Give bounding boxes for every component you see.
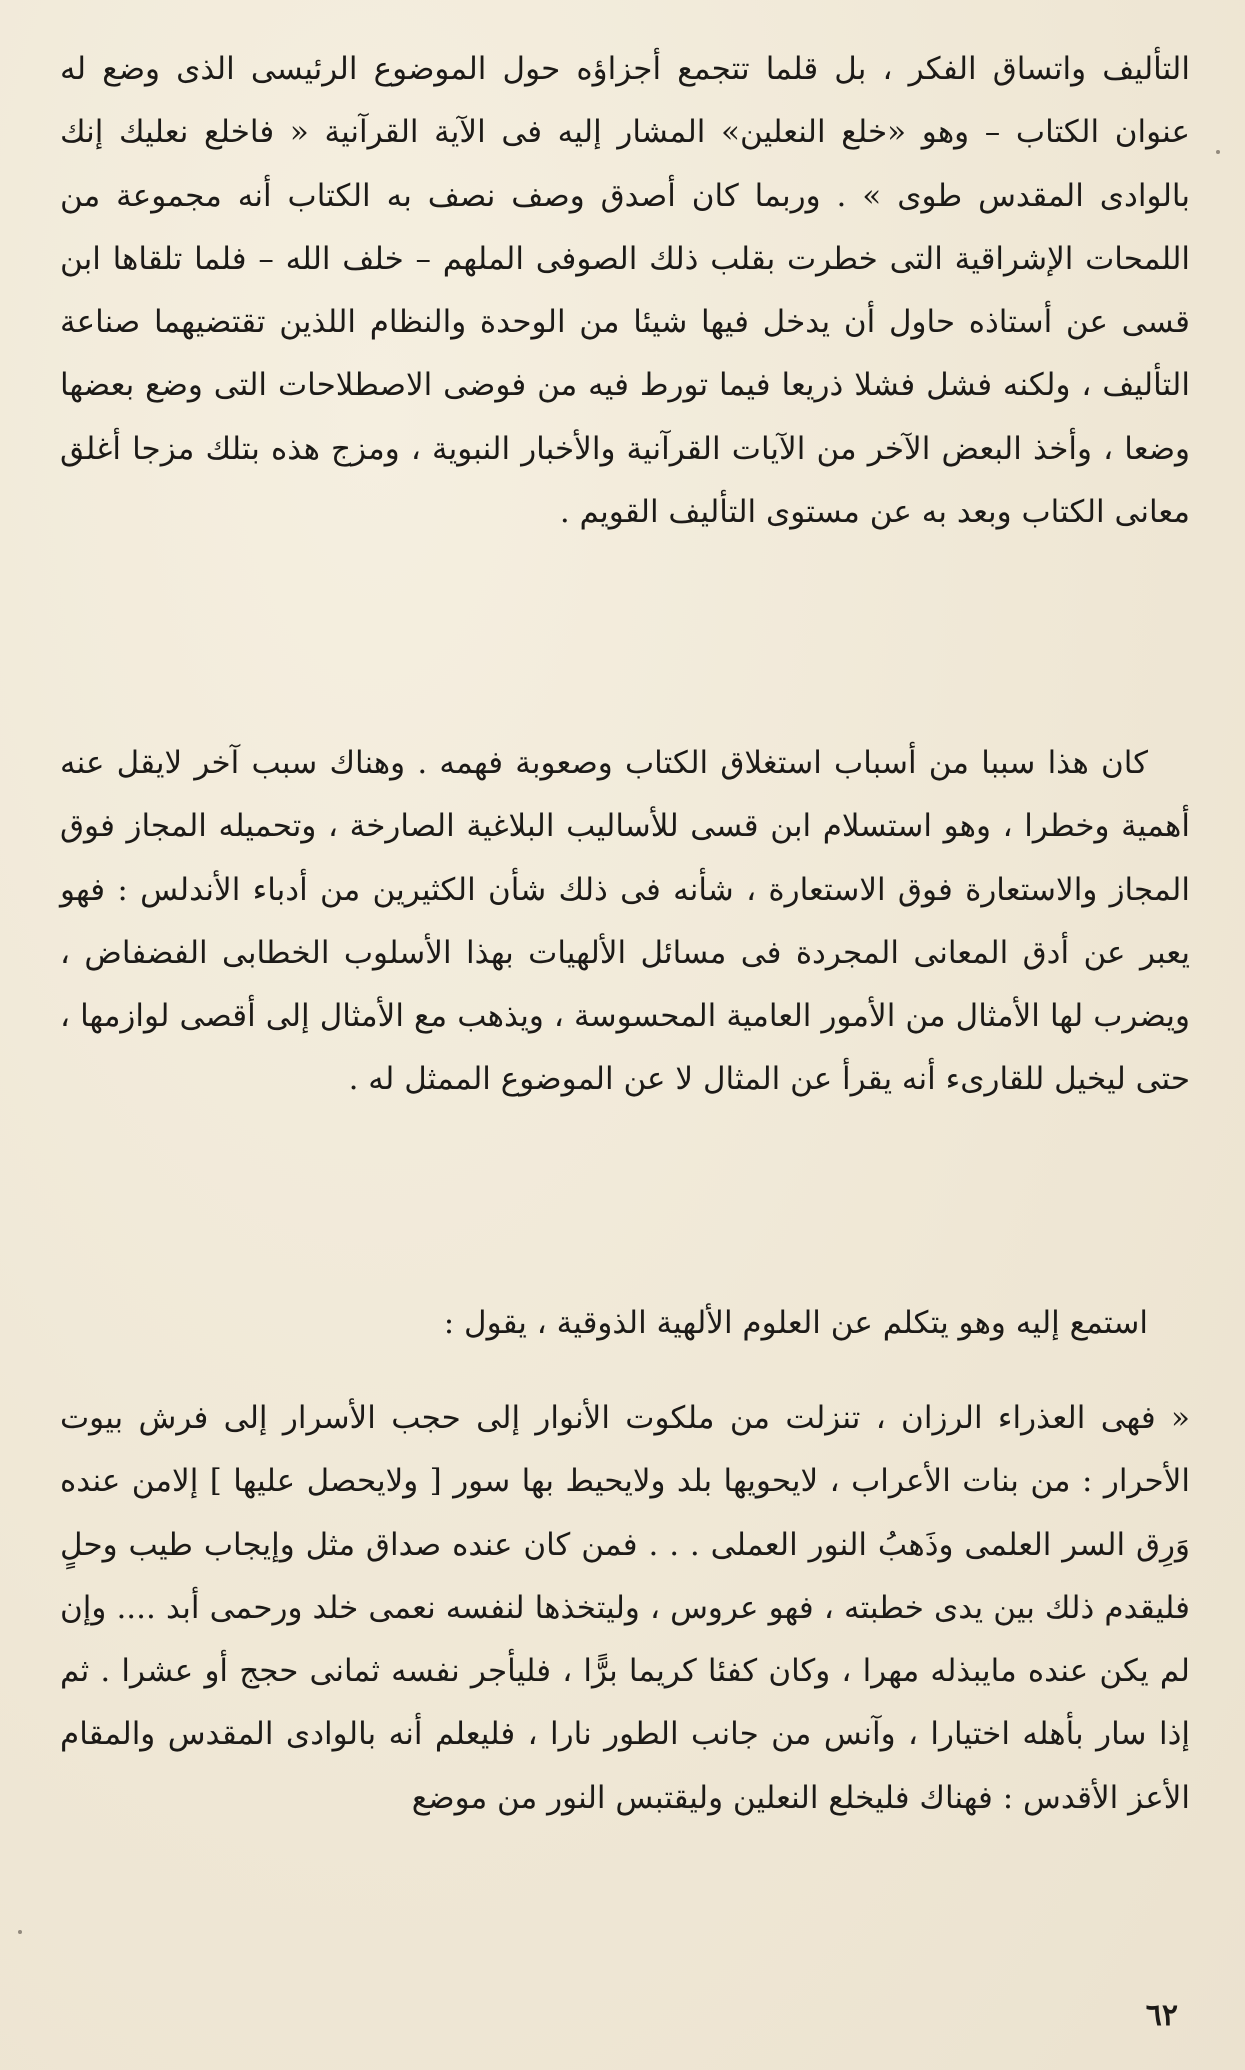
margin-mark (18, 1930, 22, 1934)
paragraph-3: استمع إليه وهو يتكلم عن العلوم الألهية الذوقية ، يقول : (443, 1305, 1148, 1341)
paragraph-2: كان هذا سببا من أسباب استغلاق الكتاب وصعوبة فهمه . وهناك سبب آخر لايقل عنه أهمية وخطرا ، وهو استسلام ابن قسى للأساليب البلاغية الصارخة ، وتحميله المجاز فوق المجاز والاستعارة فوق الاستعارة ، شأنه فى ذلك شأن الكثيرين من أدباء الأندلس : فهو يعبر عن أدق المعانى المجردة فى مسائل الألهيات بهذا الأسلوب الخطابى الفضفاض ، ويضرب لها الأمثال من الأمور العامية المحسوسة ، ويذهب مع الأمثال إلى أقصى لوازمها ، حتى ليخيل للقارىء أنه يقرأ عن المثال لا عن الموضوع الممثل له . (60, 745, 1190, 1098)
margin-mark (1216, 150, 1220, 154)
paragraph-1: التأليف واتساق الفكر ، بل قلما تتجمع أجزاؤه حول الموضوع الرئيسى الذى وضع له عنوان الكتاب – وهو «خلع النعلين» المشار إليه فى الآية القرآنية « فاخلع نعليك إنك بالوادى المقدس طوى » . وربما كان أصدق وصف نصف به الكتاب أنه مجموعة من اللمحات الإشراقية التى خطرت بقلب ذلك الصوفى الملهم – خلف الله – فلما تلقاها ابن قسى عن أستاذه حاول أن يدخل فيها شيئا من الوحدة والنظام اللذين تقتضيهما صناعة التأليف ، ولكنه فشل فشلا ذريعا فيما تورط فيه من فوضى الاصطلاحات التى وضع بعضها وضعا ، وأخذ البعض الآخر من الآيات القرآنية والأخبار النبوية ، ومزج هذه بتلك مزجا أغلق معانى الكتاب وبعد به عن مستوى التأليف القويم . (60, 51, 1190, 531)
quoted-passage: « فهى العذراء الرزان ، تنزلت من ملكوت الأنوار إلى حجب الأسرار إلى فرش بيوت الأحرار : من بنات الأعراب ، لايحويها بلد ولايحيط بها سور [ ولايحصل عليها ] إلامن عنده وَرِق السر العلمى وذَهبُ النور العملى . . . فمن كان عنده صداق مثل وإيجاب طيب وحلٍ فليقدم ذلك بين يدى خطبته ، فهو عروس ، وليتخذها لنفسه نعمى خلد ورحمى أبد .... وإن لم يكن عنده مايبذله مهرا ، وكان كفئا كريما برًّا ، فليأجر نفسه ثمانى حجج أو عشرا . ثم إذا سار بأهله اختيارا ، وآنس من جانب الطور نارا ، فليعلم أنه بالوادى المقدس والمقام الأعز الأقدس : فهناك فليخلع النعلين وليقتبس النور من موضع (60, 1400, 1190, 1816)
page-number: ٦٢ (1145, 1998, 1178, 2033)
